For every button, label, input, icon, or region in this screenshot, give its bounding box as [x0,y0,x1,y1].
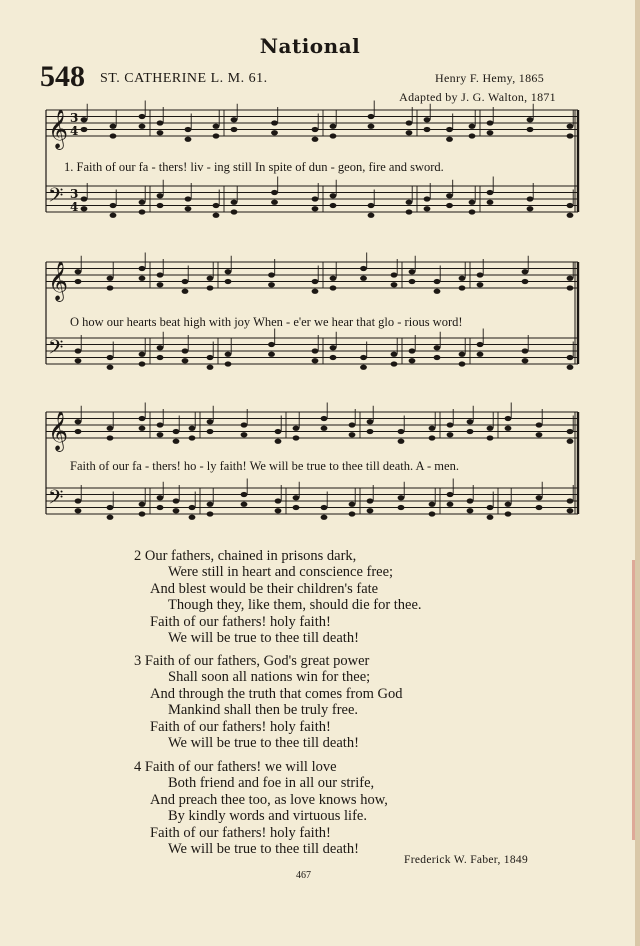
note-head [398,505,405,510]
note-head [241,422,248,427]
note-head [391,282,398,287]
note-head [368,203,375,208]
note-head [360,355,367,360]
stanza-line: Faith of our fathers! holy faith! [150,718,331,735]
note-head [467,498,474,503]
note-head [469,200,476,205]
note-head [207,276,214,281]
note-head [157,130,164,135]
note-head [477,272,484,277]
note-head [429,426,436,431]
treble-clef-icon: 𝄞 [48,411,69,451]
note-head [368,213,375,218]
note-head [447,502,454,507]
note-head [173,508,180,513]
note-head [207,502,214,507]
note-head [469,209,476,214]
stanza-line: Our fathers, chained in prisons dark, [144,548,357,564]
note-head [107,355,114,360]
note-head [207,511,214,516]
note-head [330,193,337,198]
note-head [213,133,220,138]
stanza-line: Mankind shall then be truly free. [168,702,359,719]
note-head [349,511,356,516]
note-head [107,426,114,431]
composer-credit: Henry F. Hemy, 1865 [435,71,544,85]
note-head [139,266,146,271]
note-head [157,345,164,350]
note-head [406,209,413,214]
note-head [157,432,164,437]
note-head [107,365,114,370]
note-head [567,429,574,434]
note-head [505,502,512,507]
note-head [75,269,82,274]
note-head [567,285,574,290]
note-head [391,352,398,357]
note-head [173,498,180,503]
note-head [75,279,82,284]
note-head [330,133,337,138]
section-title: National [259,34,361,58]
note-head [225,269,232,274]
note-head [293,495,300,500]
note-head [330,124,337,129]
note-head [321,505,328,510]
stanza-2 [134,548,422,646]
note-head [487,435,494,440]
note-head [110,133,117,138]
note-head [409,348,416,353]
note-head [567,439,574,444]
note-head [398,495,405,500]
note-head [459,276,466,281]
note-head [477,282,484,287]
note-head [182,348,189,353]
note-head [139,426,146,431]
note-head [368,124,375,129]
note-head [312,196,319,201]
note-head [429,511,436,516]
stanza-line: And blest would be their children's fate [150,580,379,597]
note-head [185,196,192,201]
note-head [505,416,512,421]
time-signature-bottom: 4 [70,124,79,138]
arranger-credit: Adapted by J. G. Walton, 1871 [399,90,556,104]
note-head [207,285,214,290]
note-head [75,508,82,513]
stanza-4 [134,759,388,857]
note-head [434,345,441,350]
note-head [213,213,220,218]
note-head [241,432,248,437]
note-head [330,345,337,350]
note-head [349,422,356,427]
stanza-line: We will be true to thee till death! [168,735,359,752]
note-head [231,117,238,122]
note-head [275,498,282,503]
note-head [75,348,82,353]
note-head [207,429,214,434]
note-head [536,432,543,437]
note-head [424,196,431,201]
note-head [173,439,180,444]
note-head [157,193,164,198]
note-head [241,492,248,497]
note-head [189,435,196,440]
note-head [360,276,367,281]
stanza-line: We will be true to thee till death! [168,630,359,647]
note-head [398,439,405,444]
note-head [567,355,574,360]
stanza-number: 3 [134,653,142,669]
note-head [487,426,494,431]
note-head [536,495,543,500]
note-head [275,508,282,513]
note-head [398,429,405,434]
note-head [487,130,494,135]
time-signature-bottom: 4 [70,200,79,214]
note-head [107,276,114,281]
note-head [275,439,282,444]
note-head [312,348,319,353]
lyric-line-2: O how our hearts beat high with joy When - e'er we hear that glo - rious word! [70,315,463,329]
note-head [459,285,466,290]
note-head [107,435,114,440]
stanza-line: And preach thee too, as love knows how, [150,791,388,808]
hymn-number: 548 [40,60,85,93]
note-head [312,358,319,363]
stanza-number: 4 [134,759,142,775]
note-head [207,365,214,370]
note-head [424,127,431,132]
bass-clef-icon: 𝄢 [48,335,64,364]
note-head [225,361,232,366]
note-head [157,495,164,500]
note-head [139,511,146,516]
note-head [487,190,494,195]
note-head [567,276,574,281]
treble-clef-icon: 𝄞 [48,109,69,149]
note-head [424,117,431,122]
note-head [182,289,189,294]
note-head [505,511,512,516]
note-head [527,127,534,132]
note-head [213,203,220,208]
note-head [107,505,114,510]
note-head [268,282,275,287]
note-head [447,422,454,427]
note-head [157,422,164,427]
note-head [312,206,319,211]
note-head [349,432,356,437]
note-head [567,498,574,503]
note-head [505,426,512,431]
note-head [447,432,454,437]
note-head [75,429,82,434]
note-head [522,358,529,363]
tune-name: ST. CATHERINE L. M. 61. [100,71,268,86]
note-head [189,515,196,520]
note-head [139,124,146,129]
note-head [268,272,275,277]
note-head [330,355,337,360]
note-head [368,114,375,119]
note-head [467,508,474,513]
note-head [157,282,164,287]
note-head [527,196,534,201]
note-head [446,137,453,142]
note-head [434,289,441,294]
note-head [467,419,474,424]
author-credit: Frederick W. Faber, 1849 [404,854,528,866]
note-head [107,515,114,520]
stanza-line: Though they, like them, should die for thee. [168,597,422,614]
note-head [81,117,88,122]
stanza-line: Faith of our fathers! holy faith! [150,613,331,630]
note-head [81,127,88,132]
stanza-line: Faith of our fathers! we will love [144,759,337,775]
note-head [185,137,192,142]
note-head [312,137,319,142]
note-head [321,515,328,520]
note-head [207,419,214,424]
note-head [522,269,529,274]
note-head [110,124,117,129]
note-head [321,426,328,431]
note-head [567,203,574,208]
note-head [567,508,574,513]
note-head [173,429,180,434]
note-head [231,127,238,132]
note-head [487,120,494,125]
note-head [367,429,374,434]
note-head [293,505,300,510]
note-head [157,120,164,125]
note-head [189,426,196,431]
note-head [527,206,534,211]
page-number: 467 [296,870,311,881]
note-head [391,272,398,277]
stanza-line: Both friend and foe in all our strife, [168,775,375,792]
note-head [522,279,529,284]
note-head [424,206,431,211]
stanza-number: 2 [134,548,142,564]
note-head [536,422,543,427]
note-head [75,358,82,363]
stanza-line: Faith of our fathers! holy faith! [150,824,331,841]
note-head [391,361,398,366]
note-head [406,200,413,205]
note-head [275,429,282,434]
note-head [469,124,476,129]
note-head [330,203,337,208]
note-head [367,419,374,424]
note-head [469,133,476,138]
lyric-line-3: Faith of our fa - thers! ho - ly faith! We will be true to thee till death. A - men. [70,459,459,473]
note-head [527,117,534,122]
note-head [110,203,117,208]
note-head [446,193,453,198]
note-head [139,361,146,366]
note-head [434,279,441,284]
note-head [447,492,454,497]
note-head [213,124,220,129]
note-head [330,285,337,290]
note-head [312,289,319,294]
note-head [477,342,484,347]
note-head [567,124,574,129]
note-head [271,200,278,205]
note-head [157,272,164,277]
note-head [459,352,466,357]
stanza-3 [134,653,403,751]
note-head [231,200,238,205]
note-head [446,203,453,208]
note-head [487,505,494,510]
note-head [139,209,146,214]
note-head [182,358,189,363]
note-head [139,114,146,119]
note-head [293,426,300,431]
note-head [293,435,300,440]
note-head [75,419,82,424]
bass-clef-icon: 𝄢 [48,485,64,514]
note-head [330,276,337,281]
note-head [81,196,88,201]
note-head [231,209,238,214]
note-head [367,498,374,503]
time-signature-top: 3 [70,187,79,201]
stanza-line: We will be true to thee till death! [168,841,359,858]
note-head [536,505,543,510]
note-head [110,213,117,218]
bass-clef-icon: 𝄢 [48,183,64,212]
note-head [139,200,146,205]
stanza-line: Shall soon all nations win for thee; [168,669,371,686]
note-head [139,276,146,281]
note-head [157,355,164,360]
note-head [367,508,374,513]
note-head [185,127,192,132]
note-head [406,130,413,135]
note-head [241,502,248,507]
stanza-line: Were still in heart and conscience free; [168,564,394,581]
note-head [139,416,146,421]
note-head [75,498,82,503]
note-head [409,269,416,274]
note-head [312,279,319,284]
note-head [487,515,494,520]
note-head [189,505,196,510]
note-head [157,505,164,510]
lyric-line-1: 1. Faith of our fa - thers! liv - ing still In spite of dun - geon, fire and sword. [64,160,444,174]
note-head [487,200,494,205]
stanza-line: By kindly words and virtuous life. [168,808,367,825]
page-edge-tint [632,560,635,840]
note-head [429,502,436,507]
note-head [225,352,232,357]
page-edge [635,0,640,946]
note-head [409,279,416,284]
note-head [271,130,278,135]
note-head [182,279,189,284]
time-signature-top: 3 [70,111,79,125]
note-head [567,213,574,218]
note-head [312,127,319,132]
note-head [567,133,574,138]
note-head [207,355,214,360]
note-head [321,416,328,421]
note-head [567,365,574,370]
note-head [409,358,416,363]
treble-clef-icon: 𝄞 [48,261,69,301]
note-head [467,429,474,434]
note-head [268,352,275,357]
stanza-line: Faith of our fathers, God's great power [144,653,370,669]
note-head [406,120,413,125]
note-head [522,348,529,353]
note-head [349,502,356,507]
note-head [271,190,278,195]
note-head [271,120,278,125]
note-head [185,206,192,211]
note-head [268,342,275,347]
stanza-line: And through the truth that comes from God [150,685,403,702]
note-head [139,352,146,357]
note-head [360,266,367,271]
note-head [459,361,466,366]
note-head [139,502,146,507]
note-head [477,352,484,357]
note-head [434,355,441,360]
note-head [360,365,367,370]
note-head [157,203,164,208]
note-head [446,127,453,132]
note-head [429,435,436,440]
note-head [107,285,114,290]
note-head [81,206,88,211]
note-head [225,279,232,284]
